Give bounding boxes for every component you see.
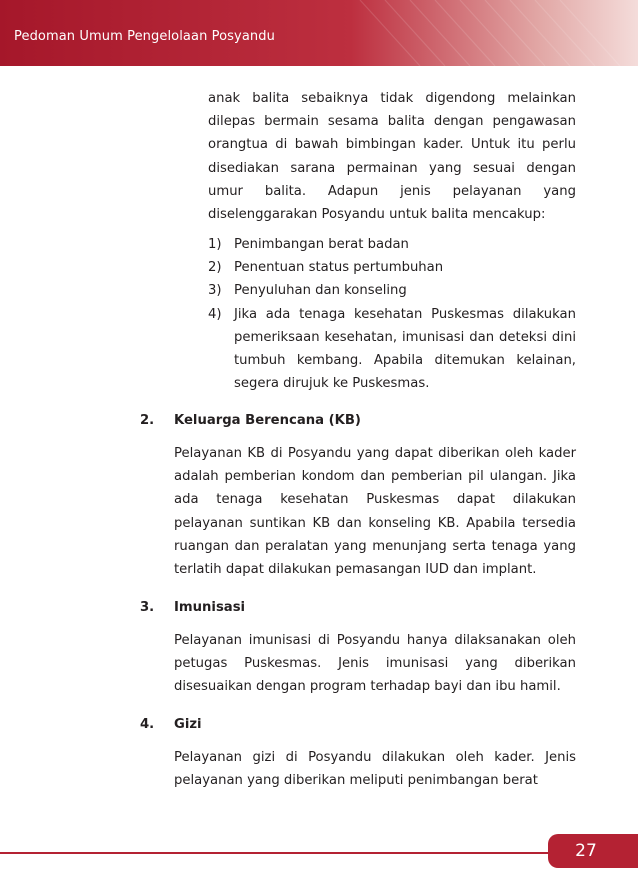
section-body: Pelayanan gizi di Posyandu dilakukan oleh kader. Jenis pelayanan yang diberikan meliputi penimbangan berat (174, 750, 576, 789)
section-heading: Gizi (174, 717, 202, 732)
list-item-number: 1) (208, 237, 222, 252)
list-item-text: Jika ada tenaga kesehatan Puskesmas dilakukan pemeriksaan kesehatan, imunisasi dan deteksi dini tumbuh kembang. Apabila ditemukan kelainan, segera dirujuk ke Puskesmas. (234, 306, 576, 392)
list-item-text: Penimbangan berat badan (234, 237, 409, 252)
section-number: 3. (140, 600, 155, 615)
section-body: Pelayanan imunisasi di Posyandu hanya dilaksanakan oleh petugas Puskesmas. Jenis imunisasi yang diberikan disesuaikan dengan program terhadap bayi dan ibu hamil. (174, 633, 576, 695)
list-item (208, 233, 576, 256)
list-item-text: Penyuluhan dan konseling (234, 283, 407, 299)
list-item-number: 4) (208, 306, 222, 322)
running-header-title: Pedoman Umum Pengelolaan Posyandu (14, 29, 275, 44)
list-item (208, 279, 576, 302)
section-heading: Imunisasi (174, 600, 246, 615)
list-item (208, 303, 576, 396)
section-number: 4. (140, 717, 155, 732)
section-body: Pelayanan KB di Posyandu yang dapat diberikan oleh kader adalah pemberian kondom dan pemberian pil ulangan. Jika ada tenaga kesehatan Puskesmas dapat dilakukan pelayanan suntikan KB dan konseling KB. Apabila tersedia ruangan dan peralatan yang menunjang serta tenaga yang terlatih dapat dilakukan pemasangan IUD dan implant. (174, 446, 576, 578)
page-number: 27 (575, 841, 597, 861)
list-item-text: Penentuan status pertumbuhan (234, 260, 444, 276)
section-heading: Keluarga Berencana (KB) (174, 413, 361, 428)
footer-rule (0, 852, 548, 854)
intro-paragraph: anak balita sebaiknya tidak digendong melainkan dilepas bermain sesama balita dengan pengawasan orangtua di bawah bimbingan kader. Untuk itu perlu disediakan sarana permainan yang sesuai dengan umur balita. Adapun jenis pelayanan yang diselenggarakan Posyandu untuk balita mencakup: (208, 91, 576, 223)
list-item-number: 3) (208, 283, 222, 299)
list-item-number: 2) (208, 260, 222, 276)
balita-services-list (208, 233, 576, 395)
section-number: 2. (140, 413, 155, 428)
list-item (208, 256, 576, 279)
